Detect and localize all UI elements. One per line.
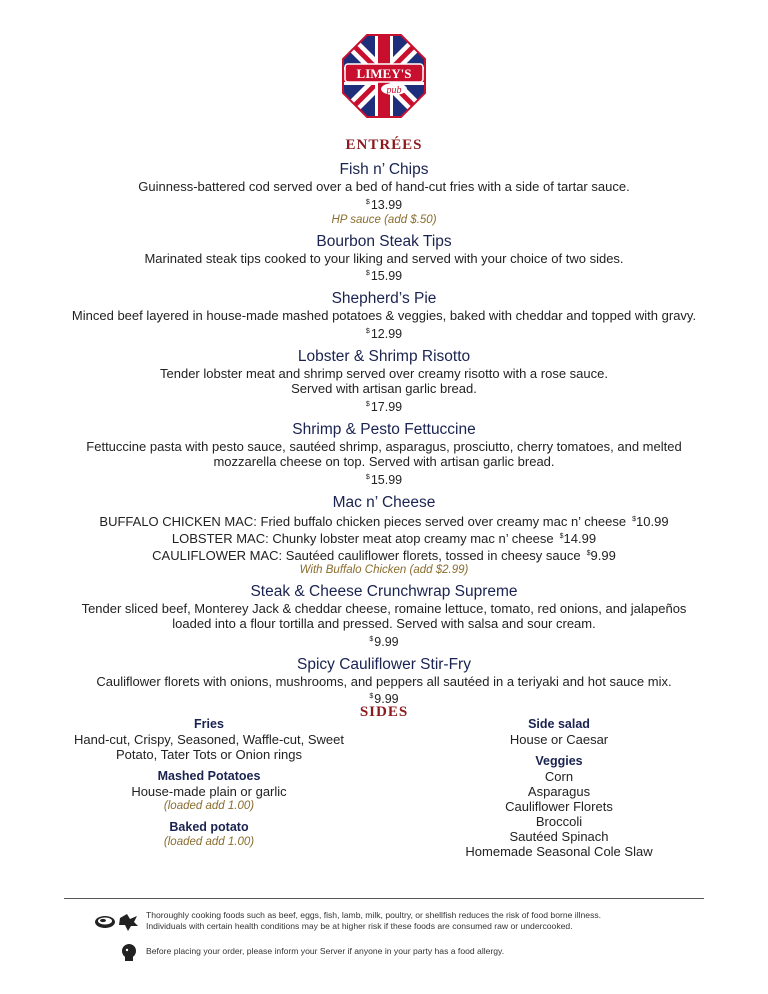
item-name: Shepherd’s Pie xyxy=(331,290,437,307)
mac-option-text: CAULIFLOWER MAC: Sautéed cauliflower florets, tossed in cheesy sauce xyxy=(152,547,581,563)
veggie-item: Cauliflower Florets xyxy=(505,799,613,814)
item-name: Bourbon Steak Tips xyxy=(316,232,452,250)
item-note: HP sauce (add $.50) xyxy=(331,213,437,226)
menu-item xyxy=(0,232,768,285)
side-note: (loaded add 1.00) xyxy=(163,800,255,812)
side-heading: Fries xyxy=(194,717,224,731)
veggie-item: Homemade Seasonal Cole Slaw xyxy=(465,844,653,859)
side-heading: Side salad xyxy=(528,717,590,731)
raw-food-icon xyxy=(94,910,140,932)
item-price xyxy=(0,195,768,213)
menu-item xyxy=(0,347,768,415)
allergy-text: Before placing your order, please inform your Server if anyone in your party has a food allergy. xyxy=(146,946,505,956)
veggie-item: Sautéed Spinach xyxy=(509,829,609,844)
veggie-item: Broccoli xyxy=(535,814,583,829)
price-value: 14.99 xyxy=(563,530,597,546)
mac-option-text: LOBSTER MAC: Chunky lobster meat atop creamy mac n’ cheese xyxy=(171,530,554,546)
menu-item xyxy=(0,160,768,227)
item-price xyxy=(0,324,768,342)
price-value: 9.99 xyxy=(374,692,399,706)
mac-option xyxy=(0,546,768,563)
side-heading: Mashed Potatoes xyxy=(157,769,261,783)
menu-item xyxy=(0,289,768,342)
item-name: Shrimp & Pesto Fettuccine xyxy=(292,420,476,438)
logo-text: LIMEY'S xyxy=(356,66,412,81)
menu-item-mac xyxy=(0,493,768,577)
item-desc: Cauliflower florets with onions, mushrooms, and peppers all sautéed in a teriyaki and hot sauce mix. xyxy=(96,673,672,689)
currency-symbol: $ xyxy=(365,198,370,206)
item-desc: Guinness-battered cod served over a bed of hand-cut fries with a side of tartar sauce. xyxy=(138,179,630,194)
menu-item xyxy=(0,655,768,708)
item-name: Spicy Cauliflower Stir-Fry xyxy=(297,655,471,673)
side-text: House or Caesar xyxy=(509,732,609,747)
currency-symbol: $ xyxy=(586,549,591,557)
menu-item xyxy=(0,420,768,488)
price-value: 15.99 xyxy=(370,472,403,487)
side-heading: Veggies xyxy=(535,754,583,768)
sides-left-column xyxy=(54,716,364,849)
side-note: (loaded add 1.00) xyxy=(163,836,255,848)
item-desc: Tender lobster meat and shrimp served over creamy risotto with a rose sauce. Served with artisan garlic bread. xyxy=(160,365,608,396)
sides-title: SIDES xyxy=(359,704,409,720)
currency-symbol: $ xyxy=(365,473,370,481)
item-desc: Fettuccine pasta with pesto sauce, sautéed shrimp, asparagus, prosciutto, cherry tomatoes, and melted mozzarella cheese on top. Served with artisan garlic bread. xyxy=(86,438,682,469)
price-value: 15.99 xyxy=(370,269,403,283)
price-value: 12.99 xyxy=(370,326,403,341)
mac-option xyxy=(0,512,768,529)
price-value: 10.99 xyxy=(636,513,669,529)
logo-subtext: pub xyxy=(386,85,402,96)
entrees-title: ENTRÉES xyxy=(345,137,423,153)
warning-line: Thoroughly cooking foods such as beef, eggs, fish, lamb, milk, poultry, or shellfish reduces the risk of food borne illness. xyxy=(146,910,602,920)
warning-line: Individuals with certain health conditions may be at higher risk if these foods are consumed raw or undercooked. xyxy=(146,921,573,931)
price-value: 13.99 xyxy=(370,197,403,212)
item-desc: Tender sliced beef, Monterey Jack & cheddar cheese, romaine lettuce, tomato, red onions, and jalapeños loaded into a flour tortilla and pressed. Served with salsa and sour cream. xyxy=(81,600,687,631)
item-desc: Marinated steak tips cooked to your liking and served with your choice of two sides. xyxy=(144,250,624,266)
limeys-pub-logo xyxy=(342,34,426,118)
mac-option-text: BUFFALO CHICKEN MAC: Fried buffalo chicken pieces served over creamy mac n’ cheese xyxy=(99,513,627,529)
currency-symbol: $ xyxy=(365,270,370,277)
veggie-item: Asparagus xyxy=(527,784,591,799)
currency-symbol: $ xyxy=(632,515,637,523)
side-text: Hand-cut, Crispy, Seasoned, Waffle-cut, Sweet Potato, Tater Tots or Onion rings xyxy=(74,732,344,762)
sides-right-column xyxy=(404,716,714,859)
price-value: 17.99 xyxy=(370,399,403,414)
menu-item xyxy=(0,582,768,650)
item-price xyxy=(0,397,768,415)
currency-symbol: $ xyxy=(559,532,564,540)
entrees-list xyxy=(0,160,768,712)
mac-option xyxy=(0,529,768,546)
currency-symbol: $ xyxy=(365,327,370,335)
item-note: With Buffalo Chicken (add $2.99) xyxy=(299,563,469,576)
price-value: 9.99 xyxy=(590,547,616,563)
currency-symbol: $ xyxy=(369,635,374,643)
item-name: Steak & Cheese Crunchwrap Supreme xyxy=(250,582,518,600)
side-text: House-made plain or garlic xyxy=(131,784,287,799)
allergy-icon xyxy=(118,943,140,965)
price-value: 9.99 xyxy=(374,634,399,649)
item-desc: Minced beef layered in house-made mashed potatoes & veggies, baked with cheddar and topped with gravy. xyxy=(71,308,697,323)
item-price xyxy=(0,266,768,284)
item-price xyxy=(0,632,768,650)
item-name: Lobster & Shrimp Risotto xyxy=(297,347,471,365)
footer-divider xyxy=(64,898,704,899)
side-heading: Baked potato xyxy=(169,820,249,834)
veggie-item: Corn xyxy=(544,769,574,784)
item-name: Fish n’ Chips xyxy=(339,161,429,178)
item-price xyxy=(0,470,768,488)
currency-symbol: $ xyxy=(369,693,374,700)
item-name: Mac n’ Cheese xyxy=(332,493,436,511)
currency-symbol: $ xyxy=(365,400,370,408)
